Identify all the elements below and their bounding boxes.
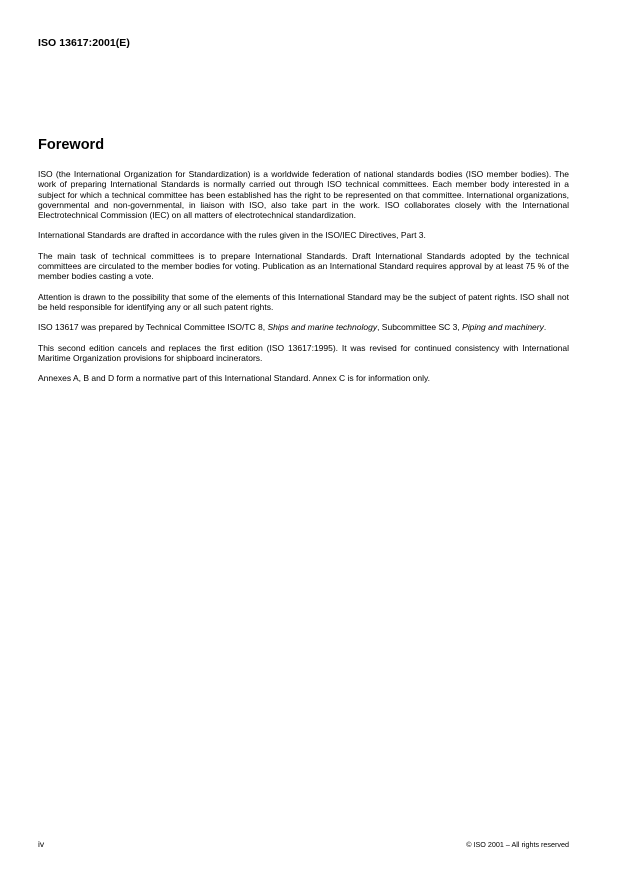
paragraph-5-suffix: . — [543, 322, 547, 333]
paragraph-2: International Standards are drafted in accordance with the rules given in the ISO/IEC Directives, Part 3. — [38, 230, 426, 241]
committee-title: Ships and marine technology — [267, 322, 378, 333]
paragraph-5-prefix: ISO 13617 was prepared by Technical Committee ISO/TC 8, — [38, 322, 268, 333]
paragraph-7: Annexes A, B and D form a normative part of this International Standard. Annex C is for information only. — [38, 373, 430, 384]
page-number: iv — [38, 839, 45, 849]
section-title: Foreword — [38, 137, 105, 153]
subcommittee-title: Piping and machinery — [462, 322, 544, 333]
paragraph-4: Attention is drawn to the possibility that some of the elements of this International Standard may be the subject of patent rights. ISO shall not be held responsible for identifying any or all such patent rights. — [38, 291, 569, 312]
paragraph-6: This second edition cancels and replaces the first edition (ISO 13617:1995). It was revised for continued consistency with International Maritime Organization provisions for shipboard incinerators. — [38, 342, 569, 363]
document-id: ISO 13617:2001(E) — [38, 37, 130, 49]
paragraph-5-middle: , Subcommittee SC 3, — [377, 322, 463, 333]
foreword-body — [38, 169, 569, 393]
paragraph-1: ISO (the International Organization for Standardization) is a worldwide federation of national standards bodies (ISO member bodies). The work of preparing International Standards is normally carried out through ISO technical committees. Each member body interested in a subject for which a technical committee has been established has the right to be represented on that committee. International organizations, governmental and non-governmental, in liaison with ISO, also take part in the work. ISO collaborates closely with the International Electrotechnical Commission (IEC) on all matters of electrotechnical standardization. — [38, 169, 569, 221]
paragraph-3: The main task of technical committees is to prepare International Standards. Draft International Standards adopted by the technical committees are circulated to the member bodies for voting. Publication as an International Standard requires approval by at least 75 % of the member bodies casting a vote. — [38, 250, 569, 282]
copyright-notice: © ISO 2001 – All rights reserved — [466, 840, 569, 849]
paragraph-5 — [38, 322, 569, 332]
